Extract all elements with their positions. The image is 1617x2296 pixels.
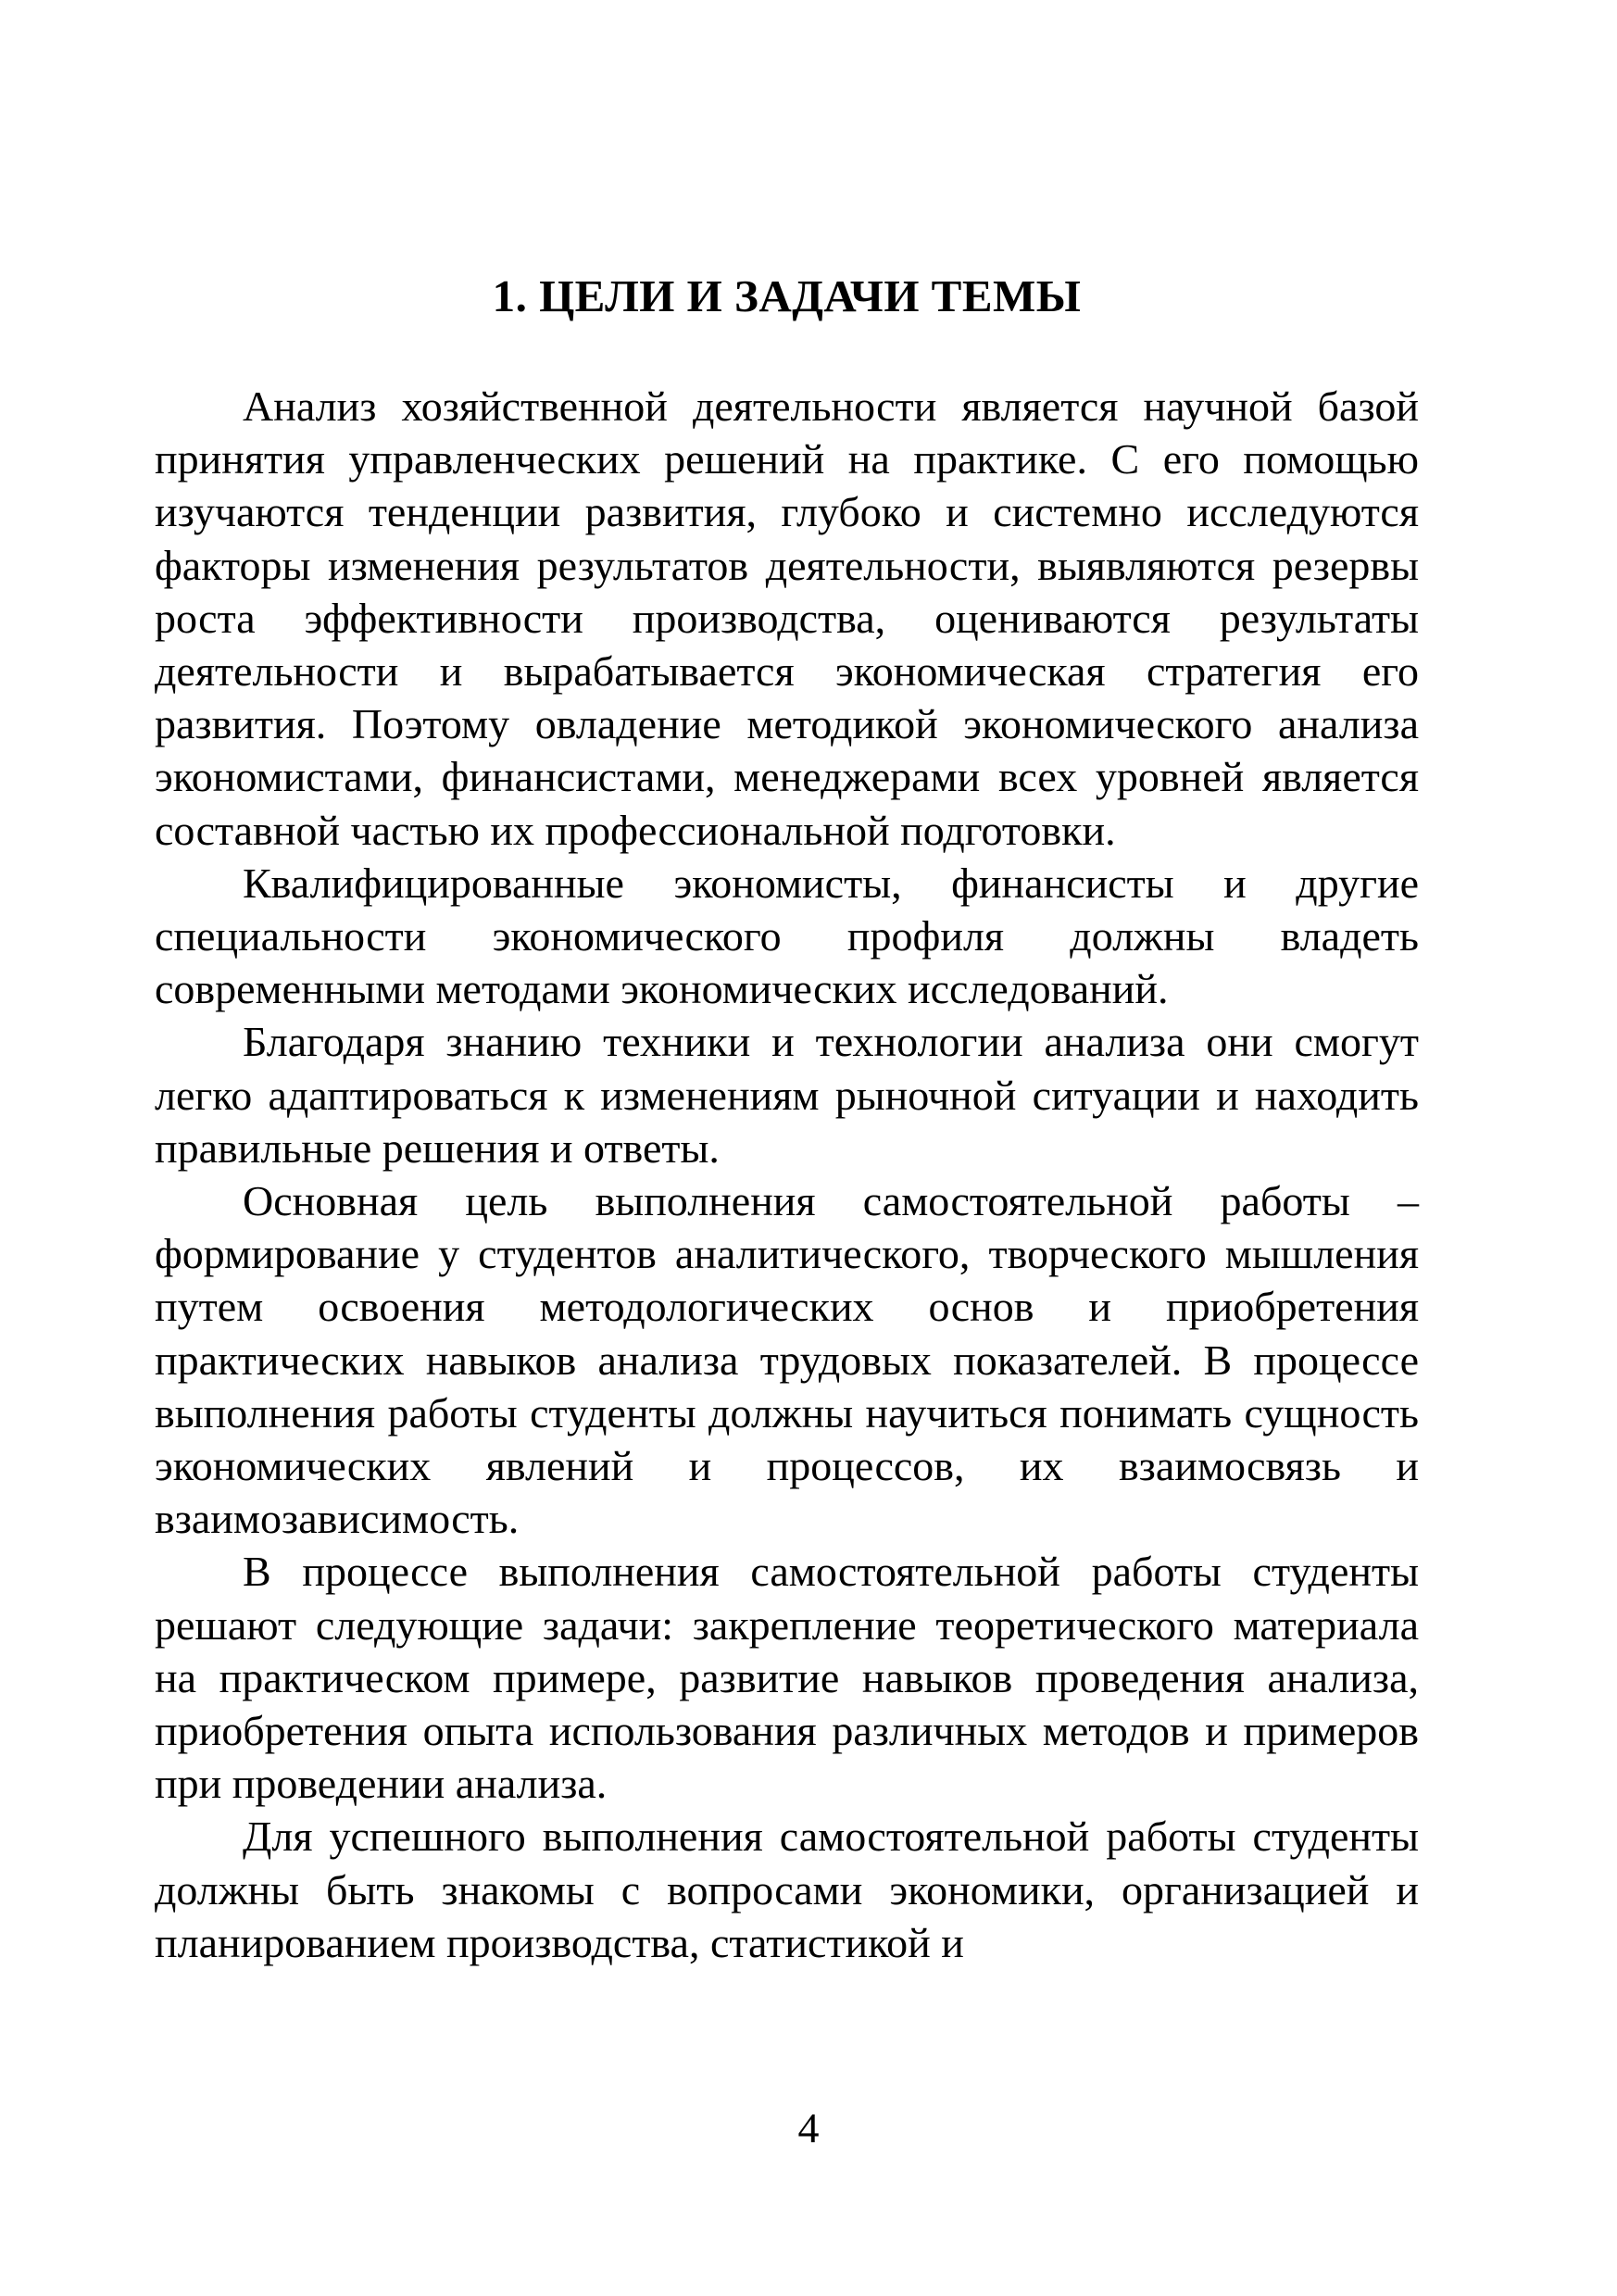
page-number: 4: [797, 2104, 820, 2152]
paragraph-4: Основная цель выполнения самостоятельной работы – формирование у студентов аналитического, творческого мышления путем освоения методологических основ и приобретения практических навыков анализа трудовых показателей. В процессе выполнения работы студенты должны научиться понимать сущность экономических явлений и процессов, их взаимосвязь и взаимозависимость.: [155, 1177, 1419, 1543]
body-text: [155, 380, 1419, 1969]
paragraph-1: Анализ хозяйственной деятельности является научной базой принятия управленческих решений на практике. С его помощью изучаются тенденции развития, глубоко и системно исследуются факторы изменения результатов деятельности, выявляются резервы роста эффективности производства, оцениваются результаты деятельности и вырабатывается экономическая стратегия его развития. Поэтому овладение методикой экономического анализа экономистами, финансистами, менеджерами всех уровней является составной частью их профессиональной подготовки.: [155, 383, 1419, 854]
paragraph-5: В процессе выполнения самостоятельной работы студенты решают следующие задачи: закрепление теоретического материала на практическом примере, развитие навыков проведения анализа, приобретения опыта использования различных методов и примеров при проведении анализа.: [155, 1548, 1419, 1808]
paragraph-3: Благодаря знанию техники и технологии анализа они смогут легко адаптироваться к изменениям рыночной ситуации и находить правильные решения и ответы.: [155, 1018, 1419, 1172]
section-title: 1. ЦЕЛИ И ЗАДАЧИ ТЕМЫ: [492, 270, 1082, 321]
paragraph-2: Квалифицированные экономисты, финансисты и другие специальности экономического профиля должны владеть современными методами экономических исследований.: [155, 859, 1419, 1013]
paragraph-6: Для успешного выполнения самостоятельной работы студенты должны быть знакомы с вопросами экономики, организацией и планированием производства, статистикой и: [155, 1813, 1419, 1966]
